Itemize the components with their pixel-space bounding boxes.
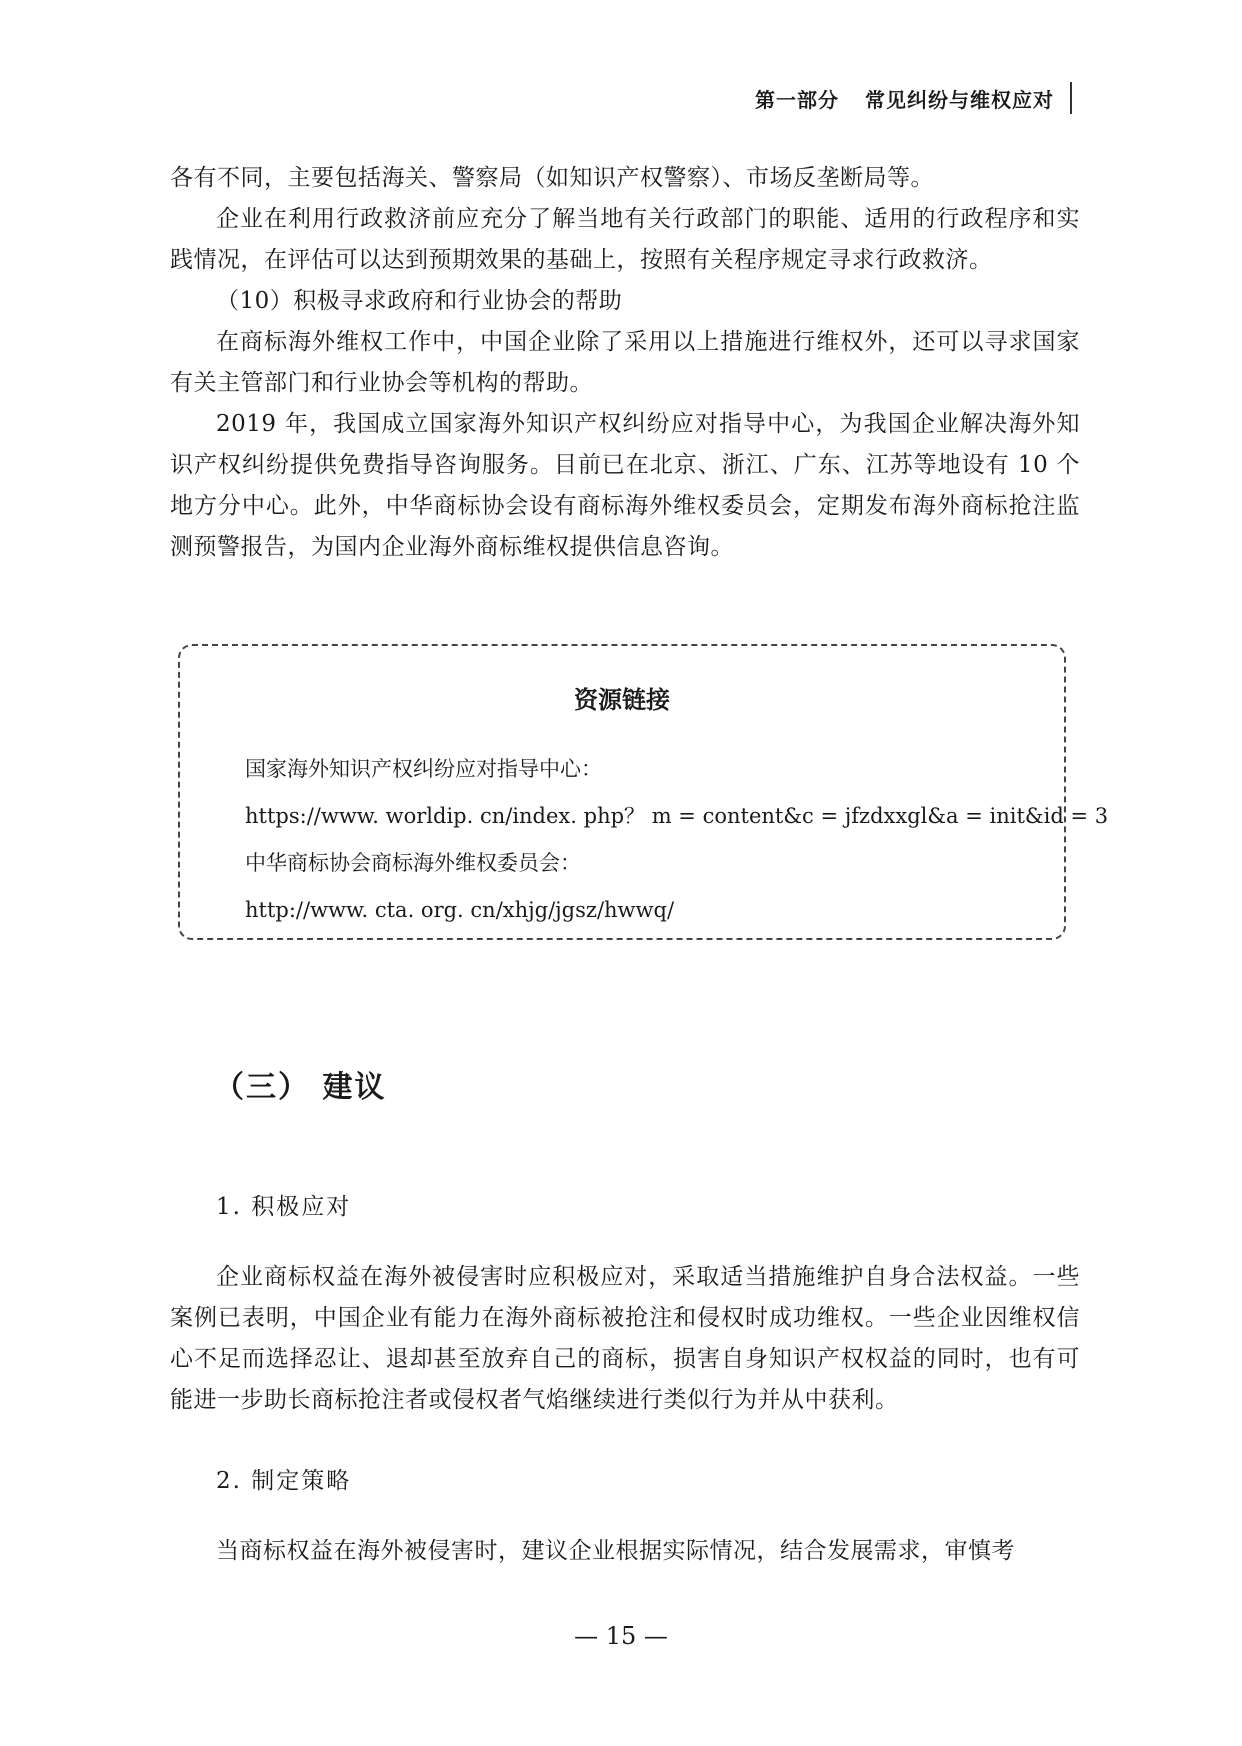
paragraph-strategy: 当商标权益在海外被侵害时，建议企业根据实际情况，结合发展需求，审慎考 (216, 1538, 1015, 1564)
resource-box-title: 资源链接 (574, 685, 670, 714)
paragraph-admin-relief: 企业在利用行政救济前应充分了解当地有关行政部门的职能、适用的行政程序和实践情况，在评估可以达到预期效果的基础上，按照有关程序规定寻求行政救济。 (170, 206, 1080, 273)
paragraph-seek-help: 在商标海外维权工作中，中国企业除了采用以上措施进行维权外，还可以寻求国家有关主管部门和行业协会等机构的帮助。 (170, 329, 1080, 396)
paragraph-respond: 企业商标权益在海外被侵害时应积极应对，采取适当措施维护自身合法权益。一些案例已表明，中国企业有能力在海外商标被抢注和侵权时成功维权。一些企业因维权信心不足而选择忍让、退却甚至放弃自己的商标，损害自身知识产权权益的同时，也有可能进一步助长商标抢注者或侵权者气焰继续进行类似行为并从中获利。 (170, 1264, 1080, 1413)
header-divider (1070, 82, 1072, 114)
resource-links-box (178, 644, 1109, 940)
subheading-respond: 1. 积极应对 (216, 1194, 352, 1220)
item-10-heading: （10）积极寻求政府和行业协会的帮助 (216, 288, 623, 314)
paragraph-2019-center: 2019 年，我国成立国家海外知识产权纠纷应对指导中心，为我国企业解决海外知识产权纠纷提供免费指导咨询服务。目前已在北京、浙江、广东、江苏等地设有 10 个地方分中心。此外，中华商标协会设有商标海外维权委员会，定期发布海外商标抢注监测预警报告，为国内企业海外商标维权提供信息咨询。 (170, 411, 1080, 560)
resource-link-worldip[interactable]: https://www. worldip. cn/index. php？ m = content&c = jfzdxxgl&a = init&id = 3 (245, 804, 1109, 828)
section-heading: （三） 建议 (214, 1070, 387, 1105)
body-top (170, 158, 1080, 568)
body-section-1 (170, 1257, 1080, 1421)
resource-label-cta: 中华商标协会商标海外维权委员会： (245, 851, 581, 875)
header-part: 第一部分 (755, 87, 839, 112)
running-header (755, 82, 1072, 114)
resource-list (245, 746, 1109, 934)
resource-link-cta[interactable]: http://www. cta. org. cn/xhjg/jgsz/hwwq/ (245, 898, 675, 922)
header-chapter: 常见纠纷与维权应对 (865, 87, 1054, 112)
subheading-strategy: 2. 制定策略 (216, 1468, 352, 1494)
paragraph-continuation: 各有不同，主要包括海关、警察局（如知识产权警察）、市场反垄断局等。 (170, 165, 934, 191)
page-number: — 15 — (574, 1622, 668, 1650)
body-section-2 (170, 1531, 1080, 1572)
resource-label-center: 国家海外知识产权纠纷应对指导中心： (245, 757, 602, 781)
